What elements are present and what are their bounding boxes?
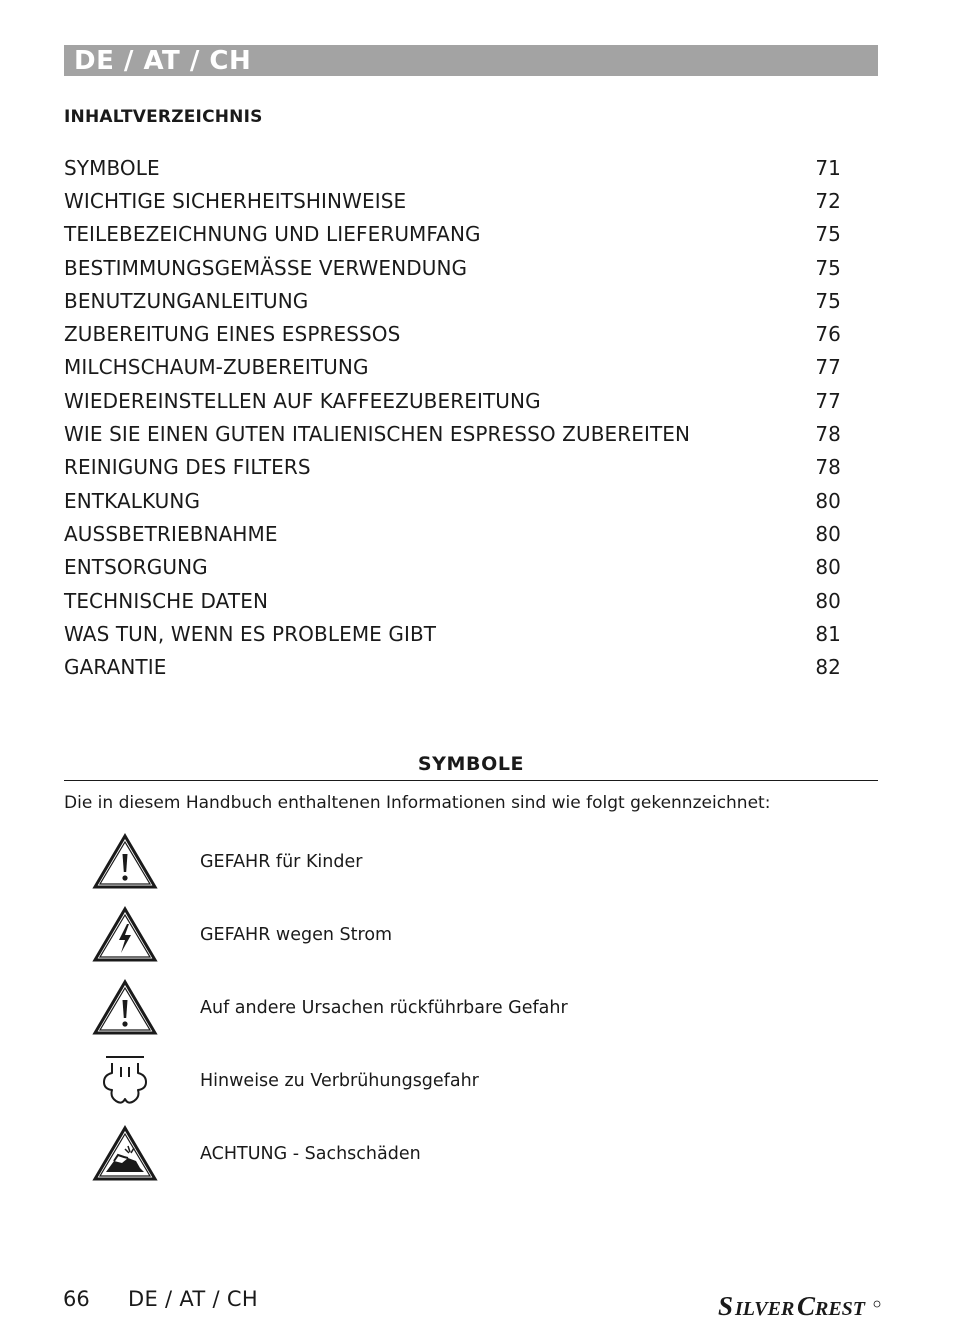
warning-triangle-icon: [92, 978, 158, 1044]
symbols-intro-text: Die in diesem Handbuch enthaltenen Informationen sind wie folgt gekennzeichnet:: [64, 793, 771, 813]
toc-entry-page: 80: [815, 488, 841, 513]
toc-heading: INHALTVERZEICHNIS: [64, 107, 263, 127]
toc-entry[interactable]: [64, 351, 841, 384]
toc-entry-title: SYMBOLE: [64, 155, 160, 180]
toc-entry-page: 81: [815, 621, 841, 646]
svg-text:ILVER: ILVER: [735, 1298, 795, 1320]
steam-scald-icon: [92, 1051, 158, 1117]
footer-region: DE / AT / CH: [128, 1287, 258, 1311]
toc-entry[interactable]: [64, 551, 841, 584]
symbol-label: ACHTUNG - Sachschäden: [200, 1144, 421, 1164]
toc-entry-title: ENTSORGUNG: [64, 555, 208, 580]
toc-entry-title: WAS TUN, WENN ES PROBLEME GIBT: [64, 621, 437, 646]
toc-entry-page: 78: [815, 422, 841, 447]
toc-entry-title: REINIGUNG DES FILTERS: [64, 455, 311, 480]
toc-entry[interactable]: [64, 184, 841, 217]
toc-entry-page: 77: [815, 388, 841, 413]
language-header-title: DE / AT / CH: [74, 46, 252, 76]
toc-entry-title: ZUBEREITUNG EINES ESPRESSOS: [64, 322, 401, 347]
symbol-row: [92, 1051, 792, 1121]
toc-entry-title: TECHNISCHE DATEN: [64, 588, 269, 613]
section-divider: [64, 780, 878, 781]
toc-entry[interactable]: [64, 484, 841, 517]
toc-entry[interactable]: [64, 650, 841, 683]
toc-entry[interactable]: [64, 451, 841, 484]
toc-entry[interactable]: [64, 251, 841, 284]
toc-entry-page: 75: [815, 288, 841, 313]
toc-entry-page: 75: [815, 222, 841, 247]
toc-entry-title: GARANTIE: [64, 655, 167, 680]
electric-hazard-icon: [92, 905, 158, 971]
symbol-row: [92, 1124, 792, 1194]
toc-entry-title: TEILEBEZEICHNUNG UND LIEFERUMFANG: [64, 222, 481, 247]
toc-entry-title: BENUTZUNGANLEITUNG: [64, 288, 309, 313]
toc-entry-title: MILCHSCHAUM-ZUBEREITUNG: [64, 355, 369, 380]
toc-entry[interactable]: [64, 317, 841, 350]
toc-entry-title: BESTIMMUNGSGEMÄSSE VERWENDUNG: [64, 255, 468, 280]
symbol-row: [92, 905, 792, 975]
toc-entry-page: 77: [815, 355, 841, 380]
page-number: 66: [63, 1287, 90, 1311]
symbol-row: [92, 832, 792, 902]
toc-entry-page: 78: [815, 455, 841, 480]
toc-entry[interactable]: [64, 417, 841, 450]
symbol-label: GEFAHR wegen Strom: [200, 925, 393, 945]
toc-entry-page: 76: [815, 322, 841, 347]
table-of-contents: [64, 151, 841, 684]
toc-entry[interactable]: [64, 517, 841, 550]
toc-entry-page: 72: [815, 188, 841, 213]
svg-text:REST: REST: [815, 1298, 866, 1320]
svg-text:S: S: [718, 1291, 734, 1321]
symbol-row: [92, 978, 792, 1048]
toc-entry[interactable]: [64, 584, 841, 617]
svg-text:C: C: [797, 1291, 816, 1321]
language-header-band: [64, 45, 878, 76]
toc-entry-page: 80: [815, 521, 841, 546]
toc-entry-title: WIE SIE EINEN GUTEN ITALIENISCHEN ESPRESSO ZUBEREITEN: [64, 422, 691, 447]
toc-entry[interactable]: [64, 384, 841, 417]
symbols-heading: SYMBOLE: [417, 753, 525, 775]
hand-crush-icon: [92, 1124, 158, 1190]
warning-triangle-icon: [92, 832, 158, 898]
toc-entry-title: WIEDEREINSTELLEN AUF KAFFEEZUBEREITUNG: [64, 388, 541, 413]
toc-entry-title: ENTKALKUNG: [64, 488, 201, 513]
toc-entry-page: 80: [815, 555, 841, 580]
toc-entry[interactable]: [64, 151, 841, 184]
toc-entry-title: AUSSBETRIEBNAHME: [64, 521, 278, 546]
toc-entry[interactable]: [64, 284, 841, 317]
toc-entry-page: 71: [815, 155, 841, 180]
toc-entry-page: 80: [815, 588, 841, 613]
toc-entry[interactable]: [64, 218, 841, 251]
symbol-label: GEFAHR für Kinder: [200, 852, 363, 872]
symbol-label: Auf andere Ursachen rückführbare Gefahr: [200, 998, 568, 1018]
toc-entry-page: 82: [815, 655, 841, 680]
symbol-label: Hinweise zu Verbrühungsgefahr: [200, 1071, 479, 1091]
toc-entry-title: WICHTIGE SICHERHEITSHINWEISE: [64, 188, 407, 213]
silvercrest-logo: [718, 1287, 882, 1321]
toc-entry[interactable]: [64, 617, 841, 650]
toc-entry-page: 75: [815, 255, 841, 280]
